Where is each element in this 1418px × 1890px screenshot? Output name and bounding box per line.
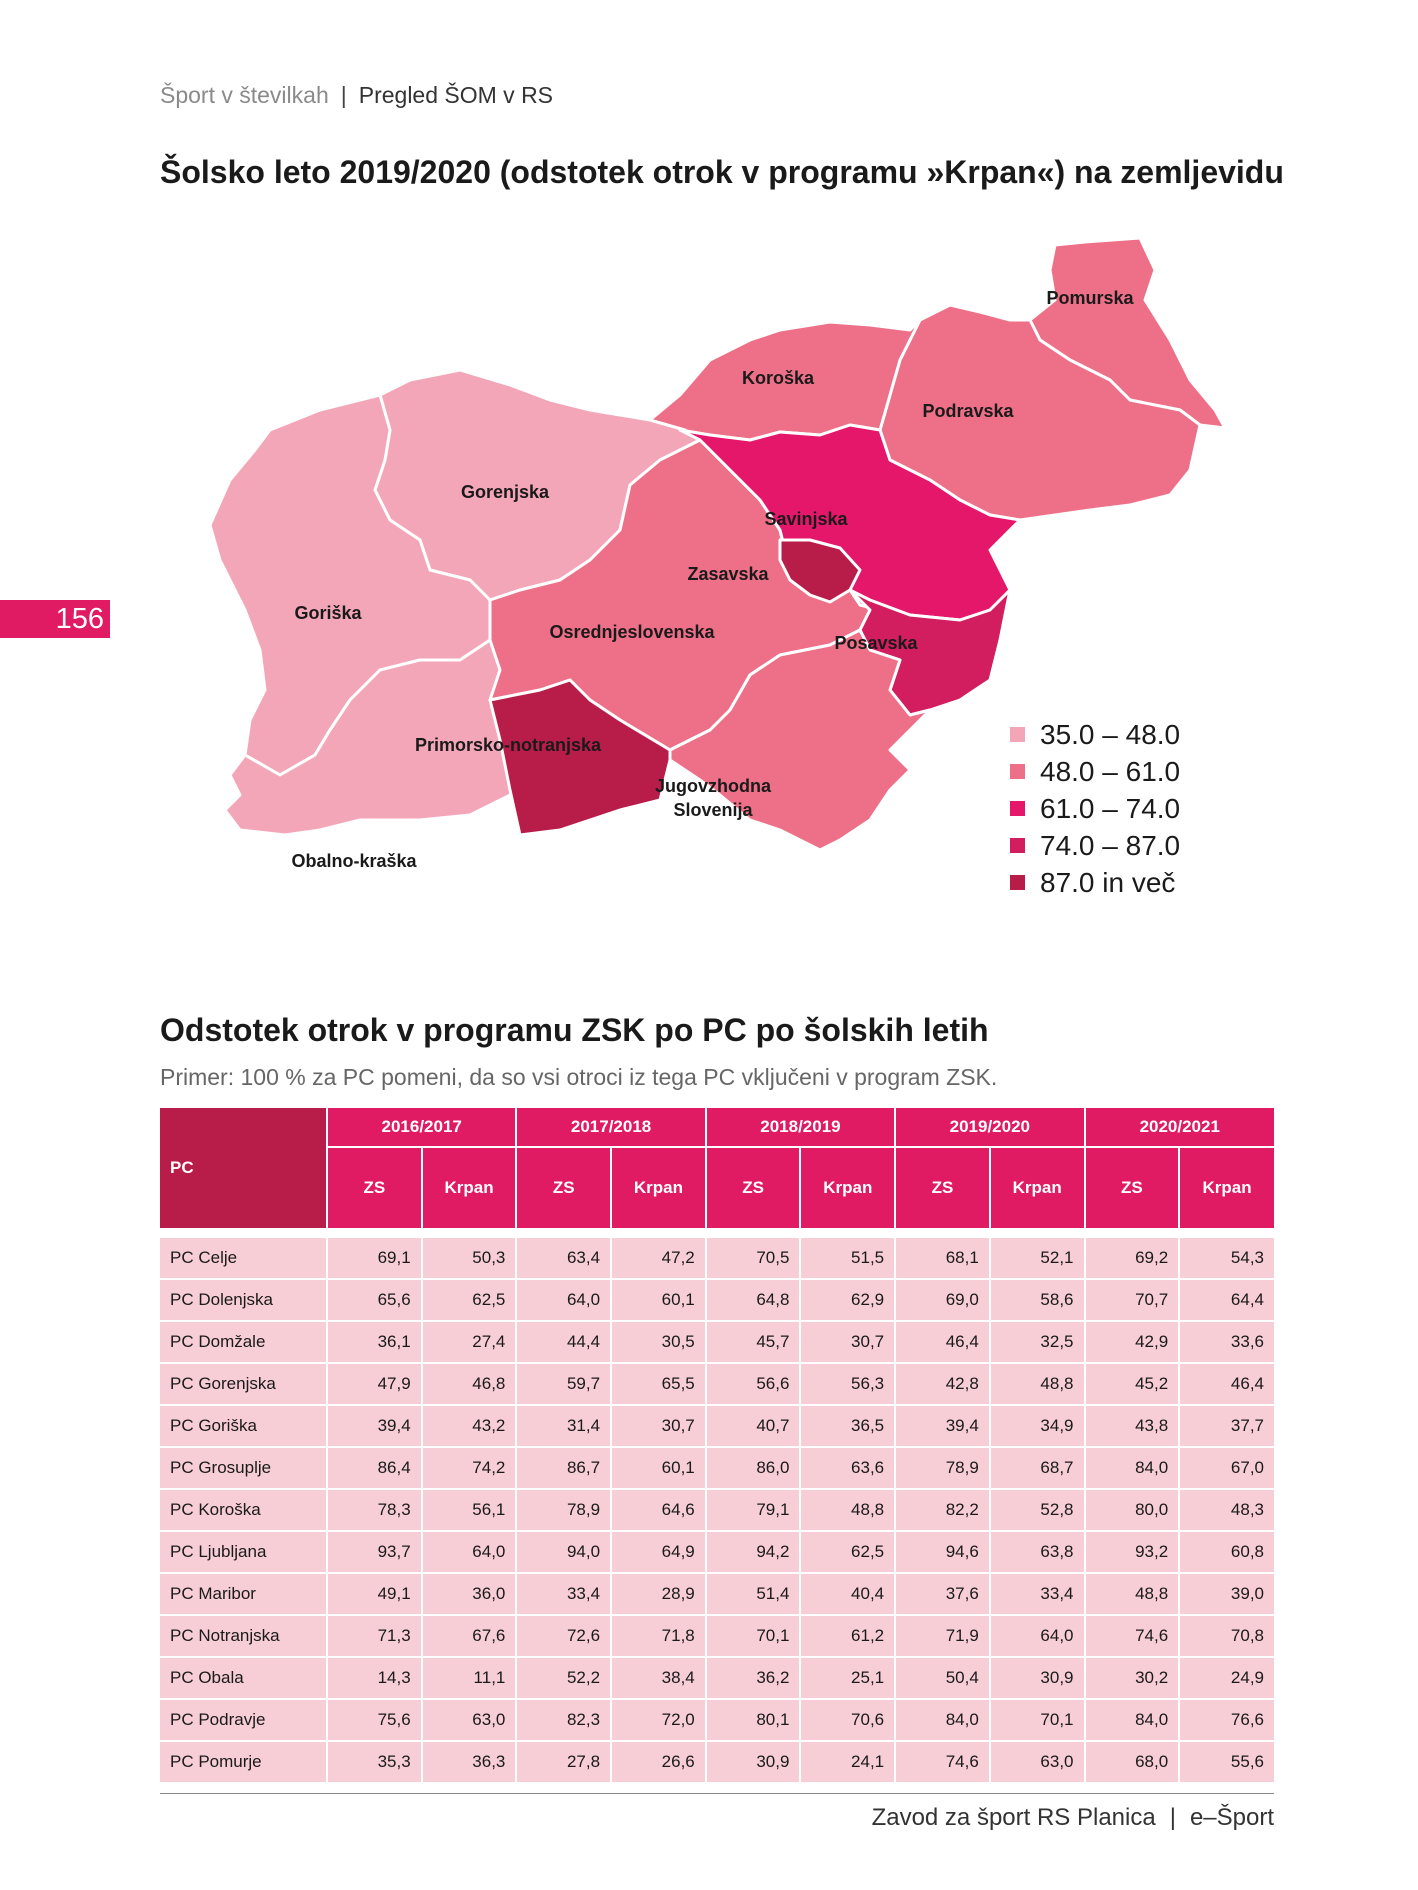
value-cell: 36,0 [422,1573,517,1615]
label-gorenjska: Gorenjska [460,482,550,502]
label-zasavska: Zasavska [687,564,769,584]
year-header: 2020/2021 [1085,1108,1275,1147]
value-cell: 71,9 [895,1615,990,1657]
table-row [160,1741,1274,1782]
pc-name-cell: PC Grosuplje [160,1447,327,1489]
value-cell: 62,9 [800,1279,895,1321]
value-cell: 63,0 [422,1699,517,1741]
table-row [160,1573,1274,1615]
legend-item [1010,864,1180,901]
table-row [160,1489,1274,1531]
legend-label: 48.0 – 61.0 [1040,755,1181,787]
sub-header: Krpan [800,1147,895,1228]
value-cell: 55,6 [1179,1741,1274,1782]
sub-header: ZS [516,1147,611,1228]
value-cell: 59,7 [516,1363,611,1405]
legend-label: 61.0 – 74.0 [1040,792,1181,824]
value-cell: 70,8 [1179,1615,1274,1657]
sub-header: ZS [706,1147,801,1228]
value-cell: 36,5 [800,1405,895,1447]
value-cell: 68,0 [1085,1741,1180,1782]
legend-swatch [1010,801,1025,816]
label-jugovzhodna-line1: Jugovzhodna [655,776,771,796]
map-legend [1010,716,1180,901]
value-cell: 34,9 [990,1405,1085,1447]
value-cell: 28,9 [611,1573,706,1615]
table-row [160,1699,1274,1741]
value-cell: 30,7 [611,1405,706,1447]
value-cell: 39,4 [895,1405,990,1447]
label-podravska: Podravska [922,401,1014,421]
value-cell: 24,1 [800,1741,895,1782]
table-row [160,1279,1274,1321]
value-cell: 25,1 [800,1657,895,1699]
footer-right: e–Šport [1189,1804,1274,1831]
value-cell: 47,9 [327,1363,422,1405]
legend-item [1010,716,1180,753]
pc-name-cell: PC Ljubljana [160,1531,327,1573]
value-cell: 56,3 [800,1363,895,1405]
value-cell: 93,2 [1085,1531,1180,1573]
value-cell: 47,2 [611,1237,706,1279]
value-cell: 43,8 [1085,1405,1180,1447]
table-body [160,1228,1274,1782]
value-cell: 48,8 [800,1489,895,1531]
value-cell: 84,0 [1085,1699,1180,1741]
pc-name-cell: PC Maribor [160,1573,327,1615]
value-cell: 30,2 [1085,1657,1180,1699]
value-cell: 84,0 [895,1699,990,1741]
pc-name-cell: PC Gorenjska [160,1363,327,1405]
value-cell: 64,8 [706,1279,801,1321]
value-cell: 72,6 [516,1615,611,1657]
pc-column-header: PC [160,1108,327,1228]
value-cell: 24,9 [1179,1657,1274,1699]
value-cell: 78,9 [516,1489,611,1531]
value-cell: 33,6 [1179,1321,1274,1363]
value-cell: 69,0 [895,1279,990,1321]
value-cell: 51,4 [706,1573,801,1615]
value-cell: 86,0 [706,1447,801,1489]
value-cell: 46,8 [422,1363,517,1405]
legend-item [1010,753,1180,790]
value-cell: 65,6 [327,1279,422,1321]
value-cell: 33,4 [516,1573,611,1615]
value-cell: 63,0 [990,1741,1085,1782]
value-cell: 39,4 [327,1405,422,1447]
value-cell: 94,0 [516,1531,611,1573]
value-cell: 39,0 [1179,1573,1274,1615]
label-pomurska: Pomurska [1046,288,1134,308]
sub-header: Krpan [422,1147,517,1228]
table-row [160,1657,1274,1699]
value-cell: 51,5 [800,1237,895,1279]
table-row [160,1615,1274,1657]
value-cell: 48,3 [1179,1489,1274,1531]
legend-item [1010,790,1180,827]
value-cell: 31,4 [516,1405,611,1447]
value-cell: 30,9 [706,1741,801,1782]
value-cell: 84,0 [1085,1447,1180,1489]
value-cell: 38,4 [611,1657,706,1699]
header-section: Šport v številkah [160,82,329,108]
footer-left: Zavod za šport RS Planica [871,1804,1156,1831]
value-cell: 58,6 [990,1279,1085,1321]
table-row [160,1321,1274,1363]
legend-item [1010,827,1180,864]
year-header: 2019/2020 [895,1108,1084,1147]
value-cell: 80,1 [706,1699,801,1741]
value-cell: 46,4 [1179,1363,1274,1405]
value-cell: 64,0 [422,1531,517,1573]
table-row [160,1531,1274,1573]
pc-name-cell: PC Koroška [160,1489,327,1531]
value-cell: 52,1 [990,1237,1085,1279]
legend-label: 74.0 – 87.0 [1040,829,1181,861]
running-header [160,82,553,109]
value-cell: 75,6 [327,1699,422,1741]
legend-swatch [1010,875,1025,890]
table-title: Odstotek otrok v programu ZSK po PC po šolskih letih [160,1012,989,1048]
value-cell: 74,6 [1085,1615,1180,1657]
value-cell: 52,8 [990,1489,1085,1531]
value-cell: 30,9 [990,1657,1085,1699]
value-cell: 67,0 [1179,1447,1274,1489]
label-posavska: Posavska [834,633,918,653]
value-cell: 79,1 [706,1489,801,1531]
value-cell: 69,2 [1085,1237,1180,1279]
value-cell: 40,4 [800,1573,895,1615]
value-cell: 65,5 [611,1363,706,1405]
value-cell: 48,8 [1085,1573,1180,1615]
value-cell: 93,7 [327,1531,422,1573]
value-cell: 86,4 [327,1447,422,1489]
value-cell: 45,2 [1085,1363,1180,1405]
value-cell: 68,7 [990,1447,1085,1489]
value-cell: 32,5 [990,1321,1085,1363]
label-osrednjeslovenska: Osrednjeslovenska [549,622,715,642]
value-cell: 26,6 [611,1741,706,1782]
value-cell: 44,4 [516,1321,611,1363]
value-cell: 72,0 [611,1699,706,1741]
table-row [160,1447,1274,1489]
label-savinjska: Savinjska [764,509,848,529]
pc-name-cell: PC Notranjska [160,1615,327,1657]
value-cell: 30,5 [611,1321,706,1363]
value-cell: 30,7 [800,1321,895,1363]
value-cell: 11,1 [422,1657,517,1699]
value-cell: 74,6 [895,1741,990,1782]
sub-header: ZS [895,1147,990,1228]
value-cell: 37,7 [1179,1405,1274,1447]
value-cell: 94,6 [895,1531,990,1573]
footer-separator: | [1169,1804,1176,1831]
label-koroska: Koroška [741,368,815,388]
value-cell: 70,6 [800,1699,895,1741]
pc-name-cell: PC Goriška [160,1405,327,1447]
value-cell: 42,9 [1085,1321,1180,1363]
value-cell: 80,0 [1085,1489,1180,1531]
value-cell: 36,1 [327,1321,422,1363]
year-header: 2016/2017 [327,1108,516,1147]
label-jugovzhodna-line2: Slovenija [673,800,753,820]
table-row [160,1237,1274,1279]
value-cell: 56,1 [422,1489,517,1531]
pc-name-cell: PC Podravje [160,1699,327,1741]
value-cell: 62,5 [800,1531,895,1573]
value-cell: 56,6 [706,1363,801,1405]
value-cell: 35,3 [327,1741,422,1782]
legend-label: 87.0 in več [1040,866,1176,898]
value-cell: 70,1 [990,1699,1085,1741]
legend-swatch [1010,727,1025,742]
sub-header: Krpan [611,1147,706,1228]
value-cell: 27,4 [422,1321,517,1363]
label-primorsko-notranjska: Primorsko-notranjska [414,735,602,755]
value-cell: 60,1 [611,1447,706,1489]
value-cell: 36,3 [422,1741,517,1782]
value-cell: 36,2 [706,1657,801,1699]
table-row [160,1363,1274,1405]
sub-header: ZS [327,1147,422,1228]
year-header: 2017/2018 [516,1108,705,1147]
value-cell: 63,4 [516,1237,611,1279]
pc-name-cell: PC Pomurje [160,1741,327,1782]
value-cell: 50,4 [895,1657,990,1699]
year-header: 2018/2019 [706,1108,895,1147]
value-cell: 76,6 [1179,1699,1274,1741]
value-cell: 64,6 [611,1489,706,1531]
value-cell: 64,9 [611,1531,706,1573]
value-cell: 54,3 [1179,1237,1274,1279]
value-cell: 94,2 [706,1531,801,1573]
pc-name-cell: PC Dolenjska [160,1279,327,1321]
value-cell: 71,8 [611,1615,706,1657]
value-cell: 45,7 [706,1321,801,1363]
value-cell: 60,1 [611,1279,706,1321]
value-cell: 68,1 [895,1237,990,1279]
sub-header: ZS [1085,1147,1180,1228]
value-cell: 69,1 [327,1237,422,1279]
value-cell: 64,0 [990,1615,1085,1657]
zsk-table [160,1108,1274,1782]
value-cell: 37,6 [895,1573,990,1615]
page-number: 156 [0,600,110,638]
value-cell: 27,8 [516,1741,611,1782]
value-cell: 70,1 [706,1615,801,1657]
pc-name-cell: PC Obala [160,1657,327,1699]
value-cell: 82,2 [895,1489,990,1531]
map-title: Šolsko leto 2019/2020 (odstotek otrok v programu »Krpan«) na zemljevidu [160,154,1284,190]
value-cell: 74,2 [422,1447,517,1489]
value-cell: 60,8 [1179,1531,1274,1573]
value-cell: 33,4 [990,1573,1085,1615]
legend-swatch [1010,764,1025,779]
value-cell: 82,3 [516,1699,611,1741]
value-cell: 63,8 [990,1531,1085,1573]
value-cell: 70,7 [1085,1279,1180,1321]
value-cell: 50,3 [422,1237,517,1279]
value-cell: 52,2 [516,1657,611,1699]
value-cell: 71,3 [327,1615,422,1657]
value-cell: 42,8 [895,1363,990,1405]
value-cell: 64,0 [516,1279,611,1321]
label-obalno-kraska: Obalno-kraška [291,851,417,871]
value-cell: 67,6 [422,1615,517,1657]
header-subsection: Pregled ŠOM v RS [358,82,554,108]
value-cell: 48,8 [990,1363,1085,1405]
value-cell: 49,1 [327,1573,422,1615]
value-cell: 63,6 [800,1447,895,1489]
sub-header: Krpan [1179,1147,1274,1228]
legend-label: 35.0 – 48.0 [1040,718,1181,750]
value-cell: 40,7 [706,1405,801,1447]
label-goriska: Goriška [294,603,362,623]
value-cell: 70,5 [706,1237,801,1279]
table-row [160,1405,1274,1447]
sub-header: Krpan [990,1147,1085,1228]
footer-rule [160,1793,1274,1794]
value-cell: 46,4 [895,1321,990,1363]
table-spacer [160,1228,1274,1237]
header-separator: | [340,82,347,108]
value-cell: 78,9 [895,1447,990,1489]
value-cell: 62,5 [422,1279,517,1321]
pc-name-cell: PC Celje [160,1237,327,1279]
value-cell: 43,2 [422,1405,517,1447]
running-footer [872,1804,1274,1832]
value-cell: 86,7 [516,1447,611,1489]
value-cell: 14,3 [327,1657,422,1699]
value-cell: 78,3 [327,1489,422,1531]
value-cell: 64,4 [1179,1279,1274,1321]
pc-name-cell: PC Domžale [160,1321,327,1363]
table-subtitle: Primer: 100 % za PC pomeni, da so vsi otroci iz tega PC vključeni v program ZSK. [160,1064,998,1090]
legend-swatch [1010,838,1025,853]
value-cell: 61,2 [800,1615,895,1657]
